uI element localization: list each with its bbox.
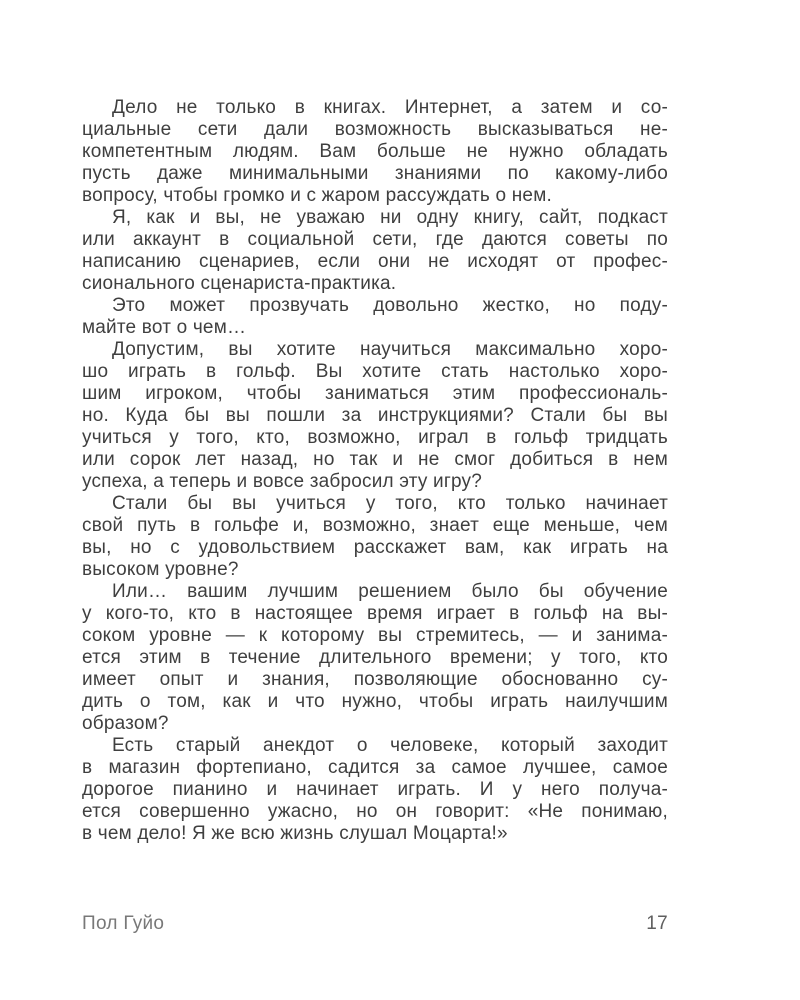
text-line: вы, но с удовольствием расскажет вам, как играть на [82, 537, 668, 558]
text-line: пусть даже минимальными знаниями по какому-либо [82, 163, 668, 184]
text-line: Или… вашим лучшим решением было бы обучение [112, 581, 668, 602]
text-line: в чем дело! Я же всю жизнь слушал Моцарта!» [82, 823, 508, 844]
text-line: высоком уровне? [82, 559, 239, 580]
paragraph [82, 207, 668, 295]
text-line: дорогое пианино и начинает играть. И у него получа- [82, 779, 668, 800]
text-line: в магазин фортепиано, садится за самое лучшее, самое [82, 757, 668, 778]
page-text [82, 97, 668, 845]
text-line: Дело не только в книгах. Интернет, а затем и со- [112, 97, 668, 118]
text-line: Это может прозвучать довольно жестко, но поду- [112, 295, 668, 316]
text-line: шо играть в гольф. Вы хотите стать настолько хоро- [82, 361, 668, 382]
text-line: но. Куда бы вы пошли за инструкциями? Стали бы вы [82, 405, 668, 426]
text-line: Стали бы вы учиться у того, кто только начинает [112, 493, 668, 514]
paragraph [82, 97, 668, 207]
paragraph [82, 339, 668, 493]
page-footer [82, 913, 668, 935]
paragraph [82, 735, 668, 845]
text-line: у кого-то, кто в настоящее время играет в гольф на вы- [82, 603, 668, 624]
paragraph [82, 581, 668, 735]
text-line: вопросу, чтобы громко и с жаром рассуждать о нем. [82, 185, 552, 206]
paragraph [82, 493, 668, 581]
text-line: или аккаунт в социальной сети, где даются советы по [82, 229, 668, 250]
text-line: соком уровне — к которому вы стремитесь, — и занима- [82, 625, 668, 646]
page-number: 17 [646, 913, 668, 934]
text-line: компетентным людям. Вам больше не нужно обладать [82, 141, 668, 162]
text-line: Допустим, вы хотите научиться максимально хоро- [112, 339, 668, 360]
text-line: свой путь в гольфе и, возможно, знает еще меньше, чем [82, 515, 668, 536]
text-line: ется этим в течение длительного времени; у того, кто [82, 647, 668, 668]
running-footer-author: Пол Гуйо [82, 913, 165, 934]
text-line: написанию сценариев, если они не исходят от профес- [82, 251, 668, 272]
text-line: успеха, а теперь и вовсе забросил эту игру? [82, 471, 483, 492]
text-line: учиться у того, кто, возможно, играл в гольф тридцать [82, 427, 668, 448]
text-line: Я, как и вы, не уважаю ни одну книгу, сайт, подкаст [112, 207, 668, 228]
paragraph [82, 295, 668, 339]
text-line: ется совершенно ужасно, но он говорит: «Не понимаю, [82, 801, 668, 822]
text-line: образом? [82, 713, 169, 734]
text-line: шим игроком, чтобы заниматься этим профессиональ- [82, 383, 668, 404]
text-line: имеет опыт и знания, позволяющие обоснованно су- [82, 669, 668, 690]
text-line: циальные сети дали возможность высказываться не- [82, 119, 668, 140]
text-line: сионального сценариста-практика. [82, 273, 397, 294]
text-line: дить о том, как и что нужно, чтобы играть наилучшим [82, 691, 668, 712]
text-line: Есть старый анекдот о человеке, который заходит [112, 735, 668, 756]
text-line: или сорок лет назад, но так и не смог добиться в нем [82, 449, 668, 470]
text-line: майте вот о чем… [82, 317, 247, 338]
